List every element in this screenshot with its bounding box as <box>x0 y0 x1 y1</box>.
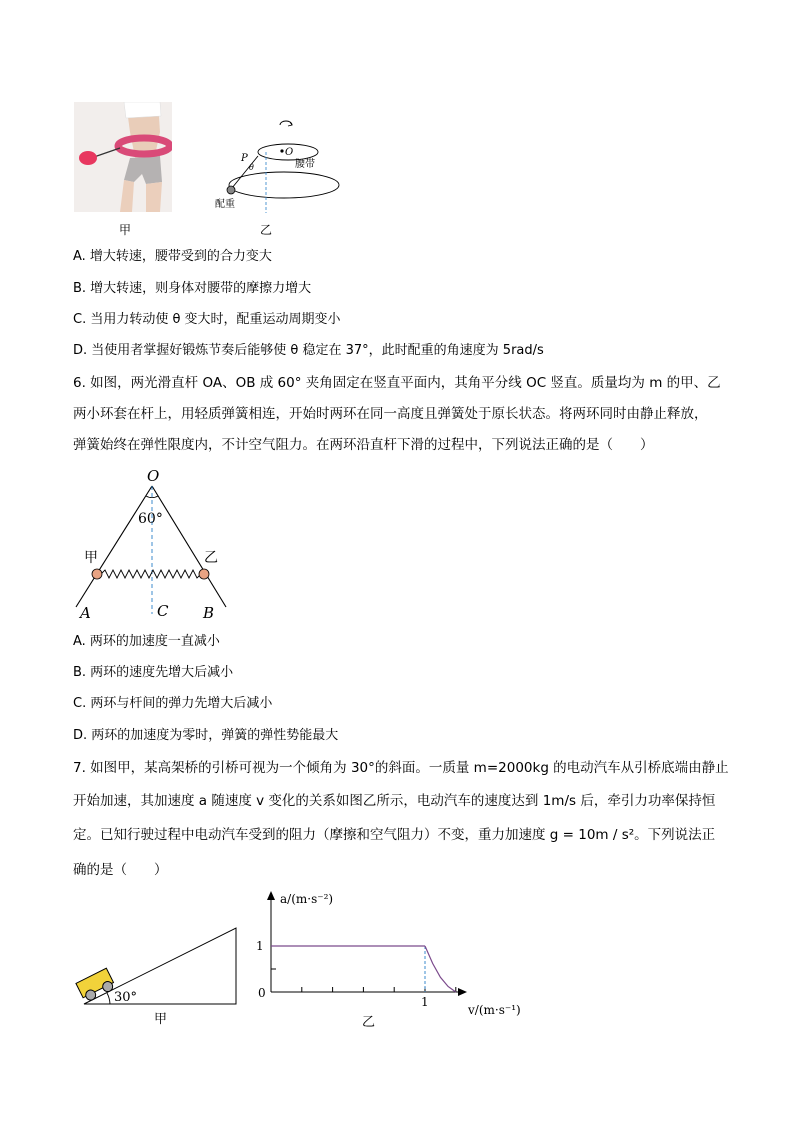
origin-label: 0 <box>258 986 266 1000</box>
q7-stem-line-3: 定。已知行驶过程中电动汽车受到的阻力（摩擦和空气阻力）不变，重力加速度 g = 10m / s²。下列说法正 <box>73 827 716 843</box>
label-theta: θ <box>249 163 254 172</box>
q5-option-d: D. 当使用者掌握好锻炼节奏后能够使 θ 稳定在 37°，此时配重的角速度为 5rad/s <box>73 343 544 358</box>
chart-caption-yi: 乙 <box>362 1015 376 1030</box>
label-yi: 乙 <box>204 550 218 566</box>
q5-caption-yi: 乙 <box>260 223 273 237</box>
label-weight: 配重 <box>215 199 235 210</box>
q5-option-b: B. 增大转速，则身体对腰带的摩擦力增大 <box>73 281 312 296</box>
label-angle-60: 60° <box>138 511 163 527</box>
x-axis-label: v/(m·s⁻¹) <box>468 1003 521 1017</box>
q7-stem-line-2: 开始加速，其加速度 a 随速度 v 变化的关系如图乙所示，电动汽车的速度达到 1m/s 后，牵引力功率保持恒 <box>73 793 716 809</box>
q7-chart-yi <box>252 888 542 1033</box>
x-tick-label-1: 1 <box>421 995 429 1009</box>
caption-jia: 甲 <box>154 1012 168 1027</box>
ring-yi <box>199 569 209 579</box>
q7-stem-line-1: 7. 如图甲，某高架桥的引桥可视为一个倾角为 30°的斜面。一质量 m=2000kg 的电动汽车从引桥底端由静止 <box>73 760 729 776</box>
ring-jia <box>92 569 102 579</box>
q5-option-a: A. 增大转速，腰带受到的合力变大 <box>73 249 272 264</box>
rod-OA <box>76 486 152 607</box>
q5-option-c: C. 当用力转动使 θ 变大时，配重运动周期变小 <box>73 312 341 327</box>
y-axis-label: a/(m·s⁻²) <box>280 892 334 906</box>
weight-ball <box>227 186 235 194</box>
label-B: B <box>203 604 215 622</box>
label-A: A <box>80 604 91 622</box>
q6-option-c: C. 两环与杆间的弹力先增大后减小 <box>73 696 273 711</box>
q6-option-a: A. 两环的加速度一直减小 <box>73 634 220 649</box>
orbit-ellipse <box>229 172 339 198</box>
q5-figure-yi-diagram <box>215 115 340 215</box>
label-P: P <box>241 153 248 164</box>
rod-OB <box>152 486 226 607</box>
q6-stem-line-1: 6. 如图，两光滑直杆 OA、OB 成 60° 夹角固定在竖直平面内，其角平分线 OC 竖直。质量均为 m 的甲、乙 <box>73 375 721 391</box>
spring <box>101 570 201 578</box>
label-jia: 甲 <box>84 550 98 566</box>
q7-stem-line-4: 确的是（ ） <box>73 862 168 878</box>
q6-stem-line-3: 弹簧始终在弹性限度内，不计空气阻力。在两环沿直杆下滑的过程中，下列说法正确的是（ ） <box>73 437 654 453</box>
q6-figure <box>70 462 240 624</box>
q5-photo-illustration <box>74 102 172 212</box>
q6-stem-line-2: 两小环套在杆上，用轻质弹簧相连，开始时两环在同一高度且弹簧处于原长状态。将两环同时由静止释放， <box>73 406 708 422</box>
label-O: O <box>285 147 294 158</box>
label-O: O <box>147 467 160 485</box>
y-tick-label-1: 1 <box>256 939 264 953</box>
label-C: C <box>157 602 169 620</box>
q7-figure-jia <box>72 922 247 1030</box>
q5-figure-jia-photo <box>74 102 172 212</box>
q6-option-b: B. 两环的速度先增大后减小 <box>73 665 234 680</box>
series-line-2 <box>425 946 456 992</box>
incline-triangle <box>84 928 236 1004</box>
label-belt: 腰带 <box>295 159 315 170</box>
q6-option-d: D. 两环的加速度为零时，弹簧的弹性势能最大 <box>73 728 339 743</box>
label-angle-30: 30° <box>114 990 138 1005</box>
q5-caption-jia: 甲 <box>119 223 132 237</box>
